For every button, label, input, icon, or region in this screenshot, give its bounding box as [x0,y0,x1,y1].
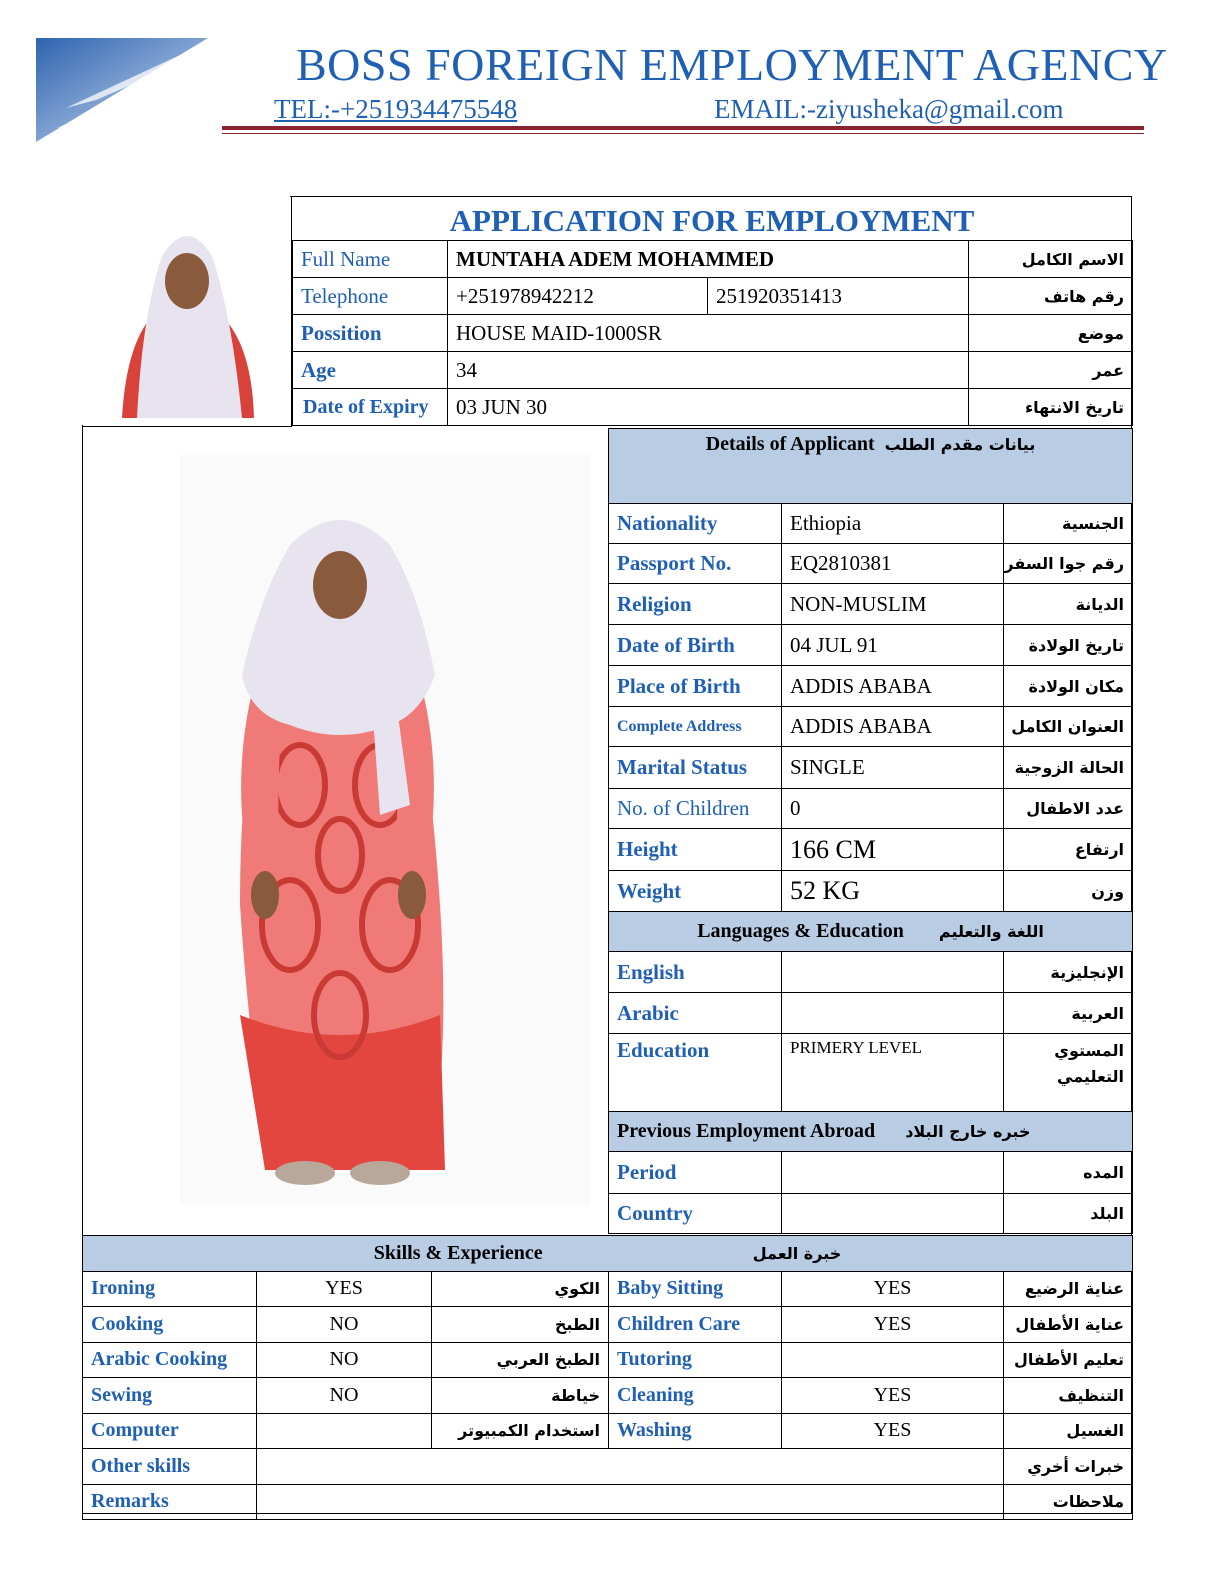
personal-info-table [292,240,1133,426]
weight-label: Weight [609,871,782,912]
languages-header-row [609,912,1133,952]
remarks-label: Remarks [83,1484,257,1520]
height-label: Height [609,829,782,871]
tutoring-label: Tutoring [609,1342,782,1378]
skills-header: Skills & Experience [373,1241,543,1264]
previous-header: Previous Employment Abroad [617,1120,876,1142]
table-row [609,1034,1133,1112]
table-row [609,666,1133,707]
details-header: Details of Applicant [705,433,875,455]
height-value: 166 CM [782,829,1004,871]
weight-value: 52 KG [782,871,1004,912]
full-body-photo [180,455,590,1205]
skills-header-row [83,1236,1133,1272]
table-row [83,1449,1133,1485]
religion-value: NON-MUSLIM [782,584,1004,625]
cooking-label: Cooking [83,1307,257,1343]
expiry-value: 03 JUN 30 [448,389,969,426]
baby-sitting-label: Baby Sitting [609,1271,782,1307]
table-row [83,1342,1133,1378]
table-row [609,993,1133,1034]
position-label: Possition [293,315,448,352]
baby-sitting-value: YES [782,1271,1004,1307]
ironing-value: YES [257,1271,432,1307]
washing-label: Washing [609,1413,782,1449]
weight-ar: وزن [1004,871,1133,912]
details-header-ar: بيانات مقدم الطلب [884,435,1036,454]
skills-header-ar: خبرة العمل [752,1243,842,1263]
remarks-ar: ملاحظات [1004,1484,1133,1520]
arabic-label: Arabic [609,993,782,1034]
table-row [83,1413,1133,1449]
skills-table [82,1235,1133,1520]
pob-ar: مكان الولادة [1004,666,1133,707]
table-row [293,352,1133,389]
position-value: HOUSE MAID-1000SR [448,315,969,352]
passport-photo [82,196,292,427]
other-skills-value [257,1449,1004,1485]
agency-telephone[interactable]: TEL:-+251934475548 [274,94,518,124]
tutoring-ar: تعليم الأطفال [1004,1342,1133,1378]
english-label: English [609,952,782,993]
sewing-value: NO [257,1378,432,1414]
washing-ar: الغسيل [1004,1413,1133,1449]
sewing-label: Sewing [83,1378,257,1414]
computer-ar: استخدام الكمبيوتر [432,1413,609,1449]
address-ar: العنوان الكامل [1004,707,1133,747]
table-row [609,584,1133,625]
table-row [293,315,1133,352]
table-row [609,789,1133,829]
period-ar: المده [1004,1152,1133,1194]
age-ar: عمر [969,352,1133,389]
languages-header: Languages & Education [697,920,904,942]
table-row [293,241,1133,278]
ironing-label: Ironing [83,1271,257,1307]
table-row [609,504,1133,544]
applicant-portrait-icon [82,196,290,425]
table-row [609,829,1133,871]
address-value: ADDIS ABABA [782,707,1004,747]
table-row [609,544,1133,584]
english-value [782,952,1004,993]
expiry-ar: تاريخ الانتهاء [969,389,1133,426]
period-value [782,1152,1004,1194]
table-row [83,1307,1133,1343]
religion-label: Religion [609,584,782,625]
table-row [83,1271,1133,1307]
pob-label: Place of Birth [609,666,782,707]
table-row [609,1152,1133,1194]
cleaning-ar: التنظيف [1004,1378,1133,1414]
full-name-ar: الاسم الكامل [969,241,1133,278]
sewing-ar: خياطة [432,1378,609,1414]
dob-value: 04 JUL 91 [782,625,1004,666]
baby-sitting-ar: عناية الرضيع [1004,1271,1133,1307]
arabic-cooking-ar: الطبخ العربي [432,1342,609,1378]
table-row [83,1484,1133,1520]
tutoring-value [782,1342,1004,1378]
height-ar: ارتفاع [1004,829,1133,871]
children-care-ar: عناية الأطفال [1004,1307,1133,1343]
passport-label: Passport No. [609,544,782,584]
marital-ar: الحالة الزوجية [1004,747,1133,789]
telephone-value-1: +251978942212 [448,278,708,315]
table-row [293,278,1133,315]
age-label: Age [293,352,448,389]
header-rule [222,126,1144,130]
arabic-ar: العربية [1004,993,1133,1034]
computer-value [257,1413,432,1449]
table-row [609,625,1133,666]
agency-email[interactable]: EMAIL:-ziyusheka@gmail.com [714,94,1064,124]
table-row [609,871,1133,912]
table-row [609,707,1133,747]
children-care-label: Children Care [609,1307,782,1343]
table-row [609,952,1133,993]
position-ar: موضع [969,315,1133,352]
previous-header-row [609,1112,1133,1152]
pob-value: ADDIS ABABA [782,666,1004,707]
children-ar: عدد الاطفال [1004,789,1133,829]
age-value: 34 [448,352,969,389]
marital-value: SINGLE [782,747,1004,789]
nationality-label: Nationality [609,504,782,544]
washing-value: YES [782,1413,1004,1449]
remarks-value [257,1484,1004,1520]
header-rule-thin [222,133,1144,134]
full-name-label: Full Name [293,241,448,278]
telephone-label: Telephone [293,278,448,315]
nationality-value: Ethiopia [782,504,1004,544]
table-row [609,1194,1133,1234]
dob-ar: تاريخ الولادة [1004,625,1133,666]
previous-header-ar: خبره خارج البلاد [905,1122,1031,1141]
country-label: Country [609,1194,782,1234]
telephone-value-2: 251920351413 [708,278,969,315]
details-header-row [609,429,1133,504]
children-label: No. of Children [609,789,782,829]
cooking-ar: الطبخ [432,1307,609,1343]
telephone-ar: رقم هاتف [969,278,1133,315]
children-value: 0 [782,789,1004,829]
nationality-ar: الجنسية [1004,504,1133,544]
education-label: Education [609,1034,782,1112]
languages-header-ar: اللغة والتعليم [938,922,1044,941]
full-name-value: MUNTAHA ADEM MOHAMMED [448,241,969,278]
marital-label: Marital Status [609,747,782,789]
ironing-ar: الكوي [432,1271,609,1307]
table-row [83,1378,1133,1414]
applicant-details-table [608,428,1133,1234]
cleaning-value: YES [782,1378,1004,1414]
cooking-value: NO [257,1307,432,1343]
agency-name: BOSS FOREIGN EMPLOYMENT AGENCY [296,39,1168,90]
arabic-cooking-label: Arabic Cooking [83,1342,257,1378]
other-skills-label: Other skills [83,1449,257,1485]
expiry-label: Date of Expiry [293,389,448,426]
religion-ar: الديانة [1004,584,1133,625]
other-skills-ar: خبرات أخري [1004,1449,1133,1485]
arabic-value [782,993,1004,1034]
dob-label: Date of Birth [609,625,782,666]
address-label: Complete Address [609,707,782,747]
computer-label: Computer [83,1413,257,1449]
period-label: Period [609,1152,782,1194]
passport-ar: رقم جوا السفر [1004,544,1133,584]
english-ar: الإنجليزية [1004,952,1133,993]
education-value: PRIMERY LEVEL [782,1034,1004,1112]
form-title: APPLICATION FOR EMPLOYMENT [449,203,975,238]
table-row [609,747,1133,789]
country-ar: البلد [1004,1194,1133,1234]
passport-value: EQ2810381 [782,544,1004,584]
arabic-cooking-value: NO [257,1342,432,1378]
children-care-value: YES [782,1307,1004,1343]
education-ar: المستوي التعليمي [1004,1034,1133,1112]
table-row [293,389,1133,426]
agency-logo [36,38,208,142]
country-value [782,1194,1004,1234]
cleaning-label: Cleaning [609,1378,782,1414]
